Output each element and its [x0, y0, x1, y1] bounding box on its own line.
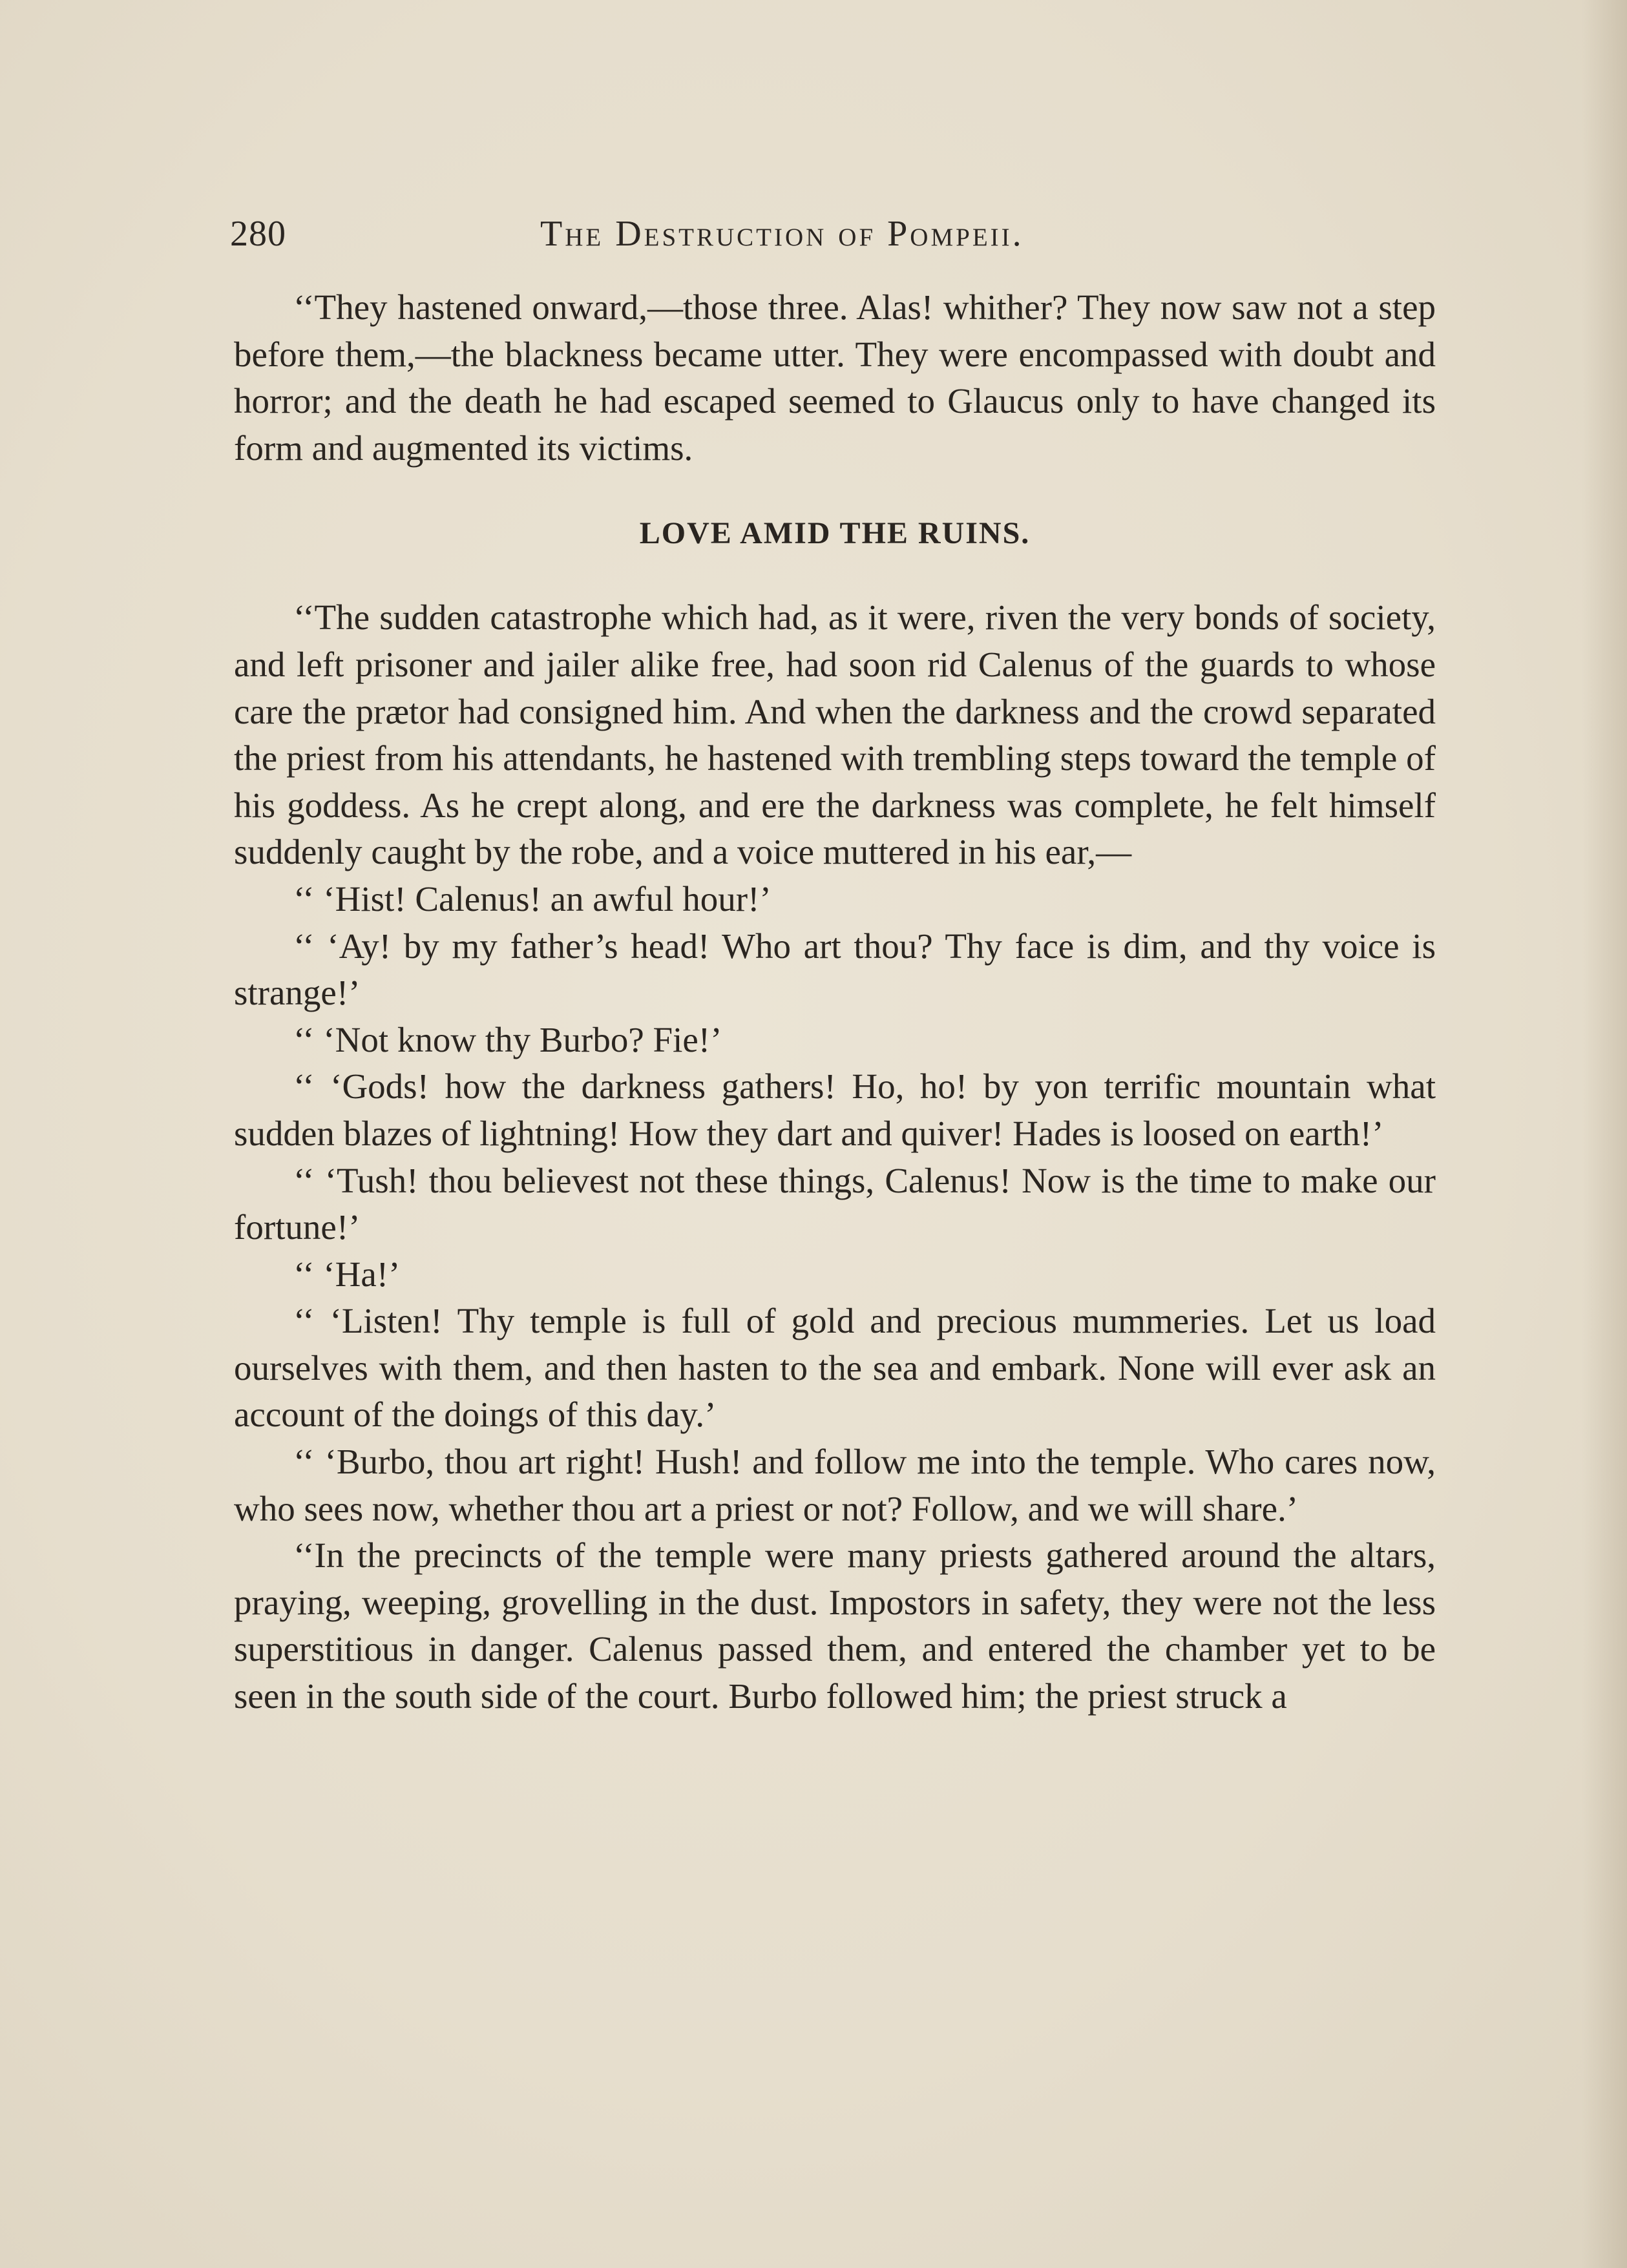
running-head: The Destruction of Pompeii.: [540, 214, 1024, 254]
paragraph: ‘‘In the precincts of the temple were many priests gathered around the altars, praying, weeping, grovelling in the dust. Impostors in safety, they were not the less superstitious in danger. Calenus passed them, and entered the chamber yet to be seen in the south side of the court. Burbo followed him; the priest struck a: [234, 1535, 1436, 1716]
paragraph: ‘‘ ‘Gods! how the darkness gathers! Ho, ho! by yon terrific mountain what sudden blazes of lightning! How they dart and quiver! Hades is loosed on earth!’: [234, 1066, 1436, 1153]
paragraph: ‘‘ ‘Ha!’: [293, 1254, 401, 1294]
paragraph: ‘‘They hastened onward,—those three. Alas! whither? They now saw not a step before them,—the blackness became utter. They were encompassed with doubt and horror; and the death he had escaped seemed to Glaucus only to have changed its form and augmented its victims.: [234, 287, 1436, 468]
section-heading: LOVE AMID THE RUINS.: [639, 516, 1031, 551]
page-number: 280: [230, 214, 286, 254]
paragraph: ‘‘ ‘Ay! by my father’s head! Who art thou? Thy face is dim, and thy voice is strange!’: [234, 926, 1436, 1013]
body-text: [234, 284, 1436, 1720]
paragraph: ‘‘ ‘Tush! thou believest not these things, Calenus! Now is the time to make our fortune!’: [234, 1160, 1436, 1247]
paragraph: ‘‘ ‘Not know thy Burbo? Fie!’: [293, 1019, 722, 1059]
paragraph: ‘‘ ‘Hist! Calenus! an awful hour!’: [293, 879, 772, 919]
page-header: [230, 213, 1445, 265]
paragraph: ‘‘The sudden catastrophe which had, as it were, riven the very bonds of society, and left prisoner and jailer alike free, had soon rid Calenus of the guards to whose care the prætor had consigned him. And when the darkness and the crowd separated the priest from his attendants, he hastened with trembling steps toward the temple of his goddess. As he crept along, and ere the darkness was complete, he felt himself suddenly caught by the robe, and a voice muttered in his ear,—: [234, 598, 1436, 872]
page-edge-shadow: [1582, 0, 1627, 2268]
paragraph: ‘‘ ‘Listen! Thy temple is full of gold and precious mummeries. Let us load ourselves with them, and then hasten to the sea and embark. None will ever ask an account of the doings of this day.’: [234, 1301, 1436, 1435]
paragraph: ‘‘ ‘Burbo, thou art right! Hush! and follow me into the temple. Who cares now, who sees now, whether thou art a priest or not? Follow, and we will share.’: [234, 1442, 1436, 1528]
